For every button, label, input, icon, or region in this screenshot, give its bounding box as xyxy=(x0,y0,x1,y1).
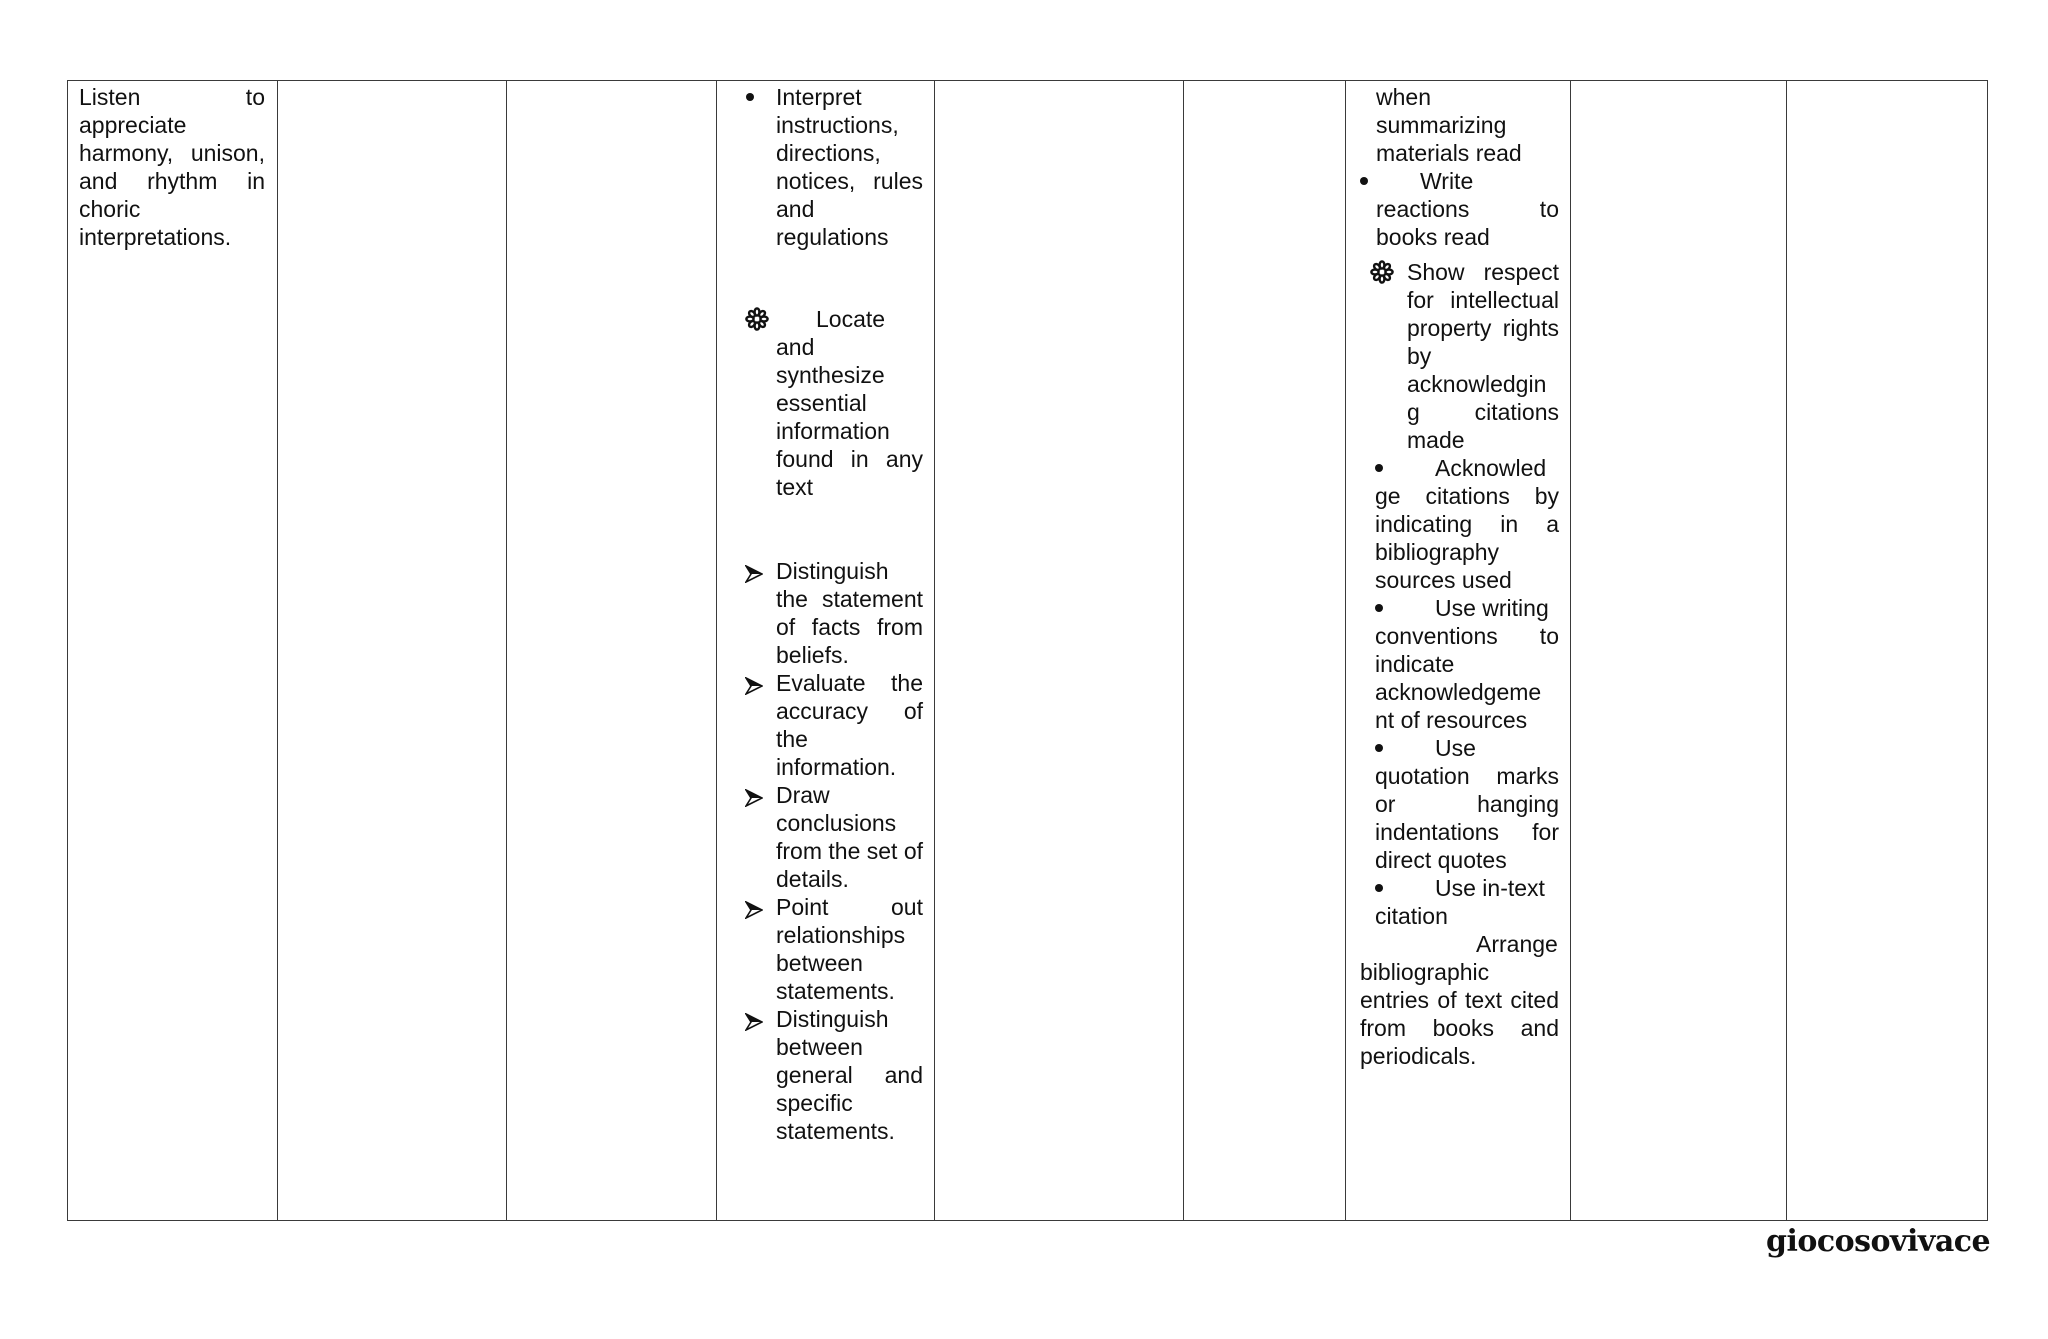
list-item: Evaluate the accuracy of the information. xyxy=(745,669,923,781)
trailing-text: Arrange bibliographic entries of text cited from books and periodicals. xyxy=(1360,931,1559,1069)
list-item: Draw conclusions from the set of details. xyxy=(745,781,923,893)
cell-empty-2 xyxy=(278,81,507,1221)
list-item: Distinguish between general and specific statements. xyxy=(745,1005,923,1145)
bullet-icon xyxy=(1375,734,1435,762)
list-item: Locate and synthesize essential information found in any text xyxy=(745,305,923,501)
cell-empty-9 xyxy=(1787,81,1988,1221)
bullet-icon xyxy=(745,83,773,111)
list-item: Distinguish the statement of facts from beliefs. xyxy=(745,557,923,669)
list-item: Interpret instructions, directions, notices, rules and regulations xyxy=(745,83,923,251)
cell-writing-competencies: when summarizing materials read Write reactions to books read Show respect for intellectual property rights by acknowledgin g citations made Acknowled ge citations by indicating in a bibliography sources used Use writing conventions to indicate acknowledgeme nt of resources Use quotation marks or hanging indentations for direct quotes Use in-text citation Arrange bibliographic entries of text cited from books and periodicals. xyxy=(1346,81,1571,1221)
cell-reading-competencies xyxy=(717,81,935,1221)
arrow-icon xyxy=(745,1005,773,1033)
table-row xyxy=(68,81,1988,1221)
list-item: Point out relationships between statements. xyxy=(745,893,923,1005)
cell-empty-6 xyxy=(1184,81,1346,1221)
arrow-icon xyxy=(745,781,773,809)
cell-empty-3 xyxy=(507,81,717,1221)
continued-text: when summarizing materials read xyxy=(1376,84,1522,166)
arrow-icon xyxy=(745,893,773,921)
list-item: Use in-text xyxy=(1360,874,1559,902)
bullet-icon xyxy=(1360,167,1420,195)
flower-icon xyxy=(1370,258,1398,288)
cell-competency-listening xyxy=(68,81,278,1221)
listening-competency-text: Listen to appreciate harmony, unison, and rhythm in choric interpretations. xyxy=(79,84,265,250)
flower-icon xyxy=(745,305,773,335)
watermark: giocosovivace xyxy=(1766,1224,1991,1259)
list-item: Acknowled xyxy=(1360,454,1559,482)
curriculum-table xyxy=(67,80,1988,1221)
bullet-icon xyxy=(1375,454,1435,482)
cell-empty-8 xyxy=(1571,81,1787,1221)
bullet-icon xyxy=(1375,594,1435,622)
list-item: Write xyxy=(1360,167,1559,195)
bullet-icon xyxy=(1375,874,1435,902)
arrow-icon xyxy=(745,669,773,697)
list-item: Use xyxy=(1360,734,1559,762)
list-item: Show respect for intellectual property rights by acknowledgin g citations made xyxy=(1360,258,1559,454)
arrow-icon xyxy=(745,557,773,585)
cell-empty-5 xyxy=(935,81,1184,1221)
list-item: Use writing xyxy=(1360,594,1559,622)
